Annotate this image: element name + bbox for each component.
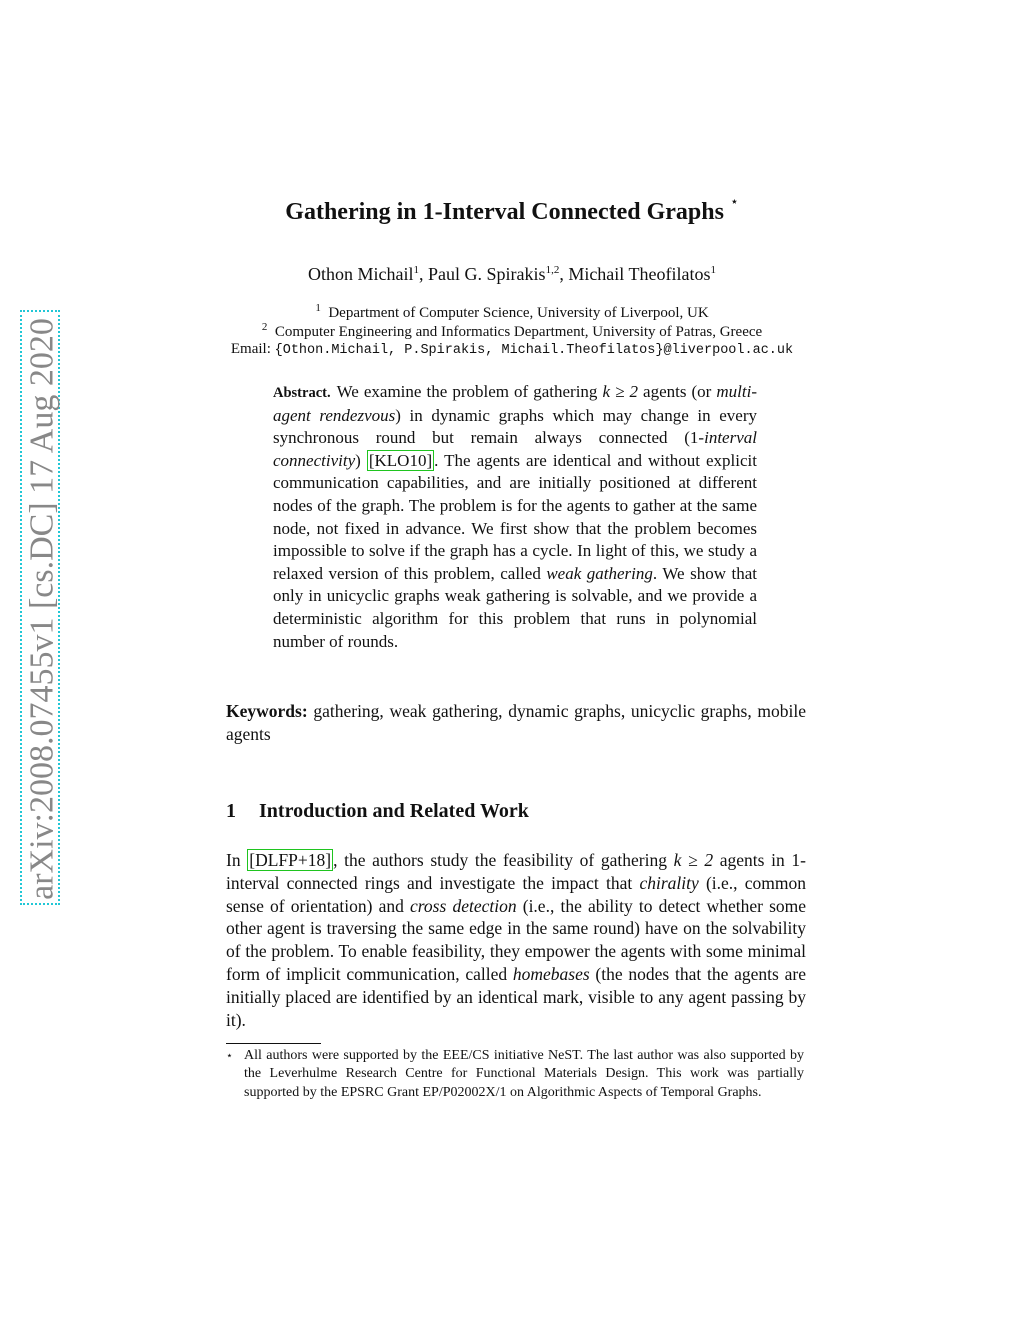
email-line bbox=[0, 341, 1024, 358]
abstract-label: Abstract. bbox=[273, 385, 331, 401]
emphasis: cross detection bbox=[410, 895, 517, 916]
emphasis: weak gathering bbox=[546, 563, 653, 583]
keywords bbox=[226, 700, 806, 746]
math-expression: k ≥ 2 bbox=[673, 850, 714, 870]
body-text: (the nodes that the agents are initially placed are identified by an identical mark, visible to any agent passing by it). bbox=[226, 963, 806, 1030]
footnote bbox=[226, 1047, 806, 1102]
title-text: Gathering in 1-Interval Connected Graphs bbox=[285, 199, 724, 225]
author-list: Othon Michail$^1$, Paul G. Spirakis$^{1,2}$, Michail Theofilatos$^1$ bbox=[308, 264, 716, 284]
keywords-label: Keywords: bbox=[226, 701, 308, 721]
body-text: , the authors study the feasibility of gathering bbox=[333, 850, 674, 870]
paper-title bbox=[0, 195, 1024, 226]
abstract-text: agents (or bbox=[637, 382, 717, 401]
body-text: (i.e., the ability to detect whether some other agent is traversing the same edge in the same round) have on the solvability of the problem. To enable feasibility, they empower the agents with some minimal form of implicit communication, called bbox=[226, 895, 807, 984]
author-affiliation-mark: 1 bbox=[710, 264, 716, 276]
email-addresses[interactable]: {Othon.Michail, P.Spirakis, Michail.Theofilatos}@liverpool.ac.uk bbox=[274, 343, 794, 358]
arxiv-side-stamp[interactable] bbox=[20, 310, 60, 905]
affiliation-mark: 2 bbox=[261, 321, 268, 333]
emphasis: homebases bbox=[512, 963, 590, 984]
affiliation-text: Department of Computer Science, University of Liverpool, UK bbox=[328, 305, 709, 321]
abstract bbox=[273, 381, 757, 653]
footnote-mark: ⋆ bbox=[226, 1050, 233, 1062]
section-heading bbox=[226, 800, 529, 823]
affiliation-mark: 1 bbox=[315, 302, 321, 314]
emphasis: interval connectivity bbox=[273, 428, 757, 470]
author-name: Michail Theofilatos bbox=[568, 264, 711, 284]
math-expression: k ≥ 2 bbox=[602, 382, 638, 401]
emphasis: chirality bbox=[639, 872, 699, 893]
keywords-text: gathering, weak gathering, dynamic graphs, unicyclic graphs, mobile agents bbox=[226, 701, 806, 744]
section-title: Introduction and Related Work bbox=[259, 800, 529, 822]
author-name: Paul G. Spirakis bbox=[428, 264, 546, 284]
footnote-text: All authors were supported by the EEE/CS initiative NeST. The last author was also supported by the Leverhulme Research Centre for Functional Materials Design. This work was partially supported by the EPSRC Grant EP/P02002X/1 on Algorithmic Aspects of Temporal Graphs. bbox=[244, 1048, 804, 1100]
title-footnote-mark: ⋆ bbox=[729, 195, 739, 210]
abstract-text: . We show that only in unicyclic graphs weak gathering is solvable, and we provide a deterministic algorithm for this problem that runs in polynomial number of rounds. bbox=[273, 563, 757, 651]
citation-link[interactable]: [DLFP+18] bbox=[249, 850, 332, 870]
author-affiliation-mark: 1 bbox=[413, 264, 420, 276]
affiliation-1 bbox=[0, 302, 1024, 322]
body-text: agents in 1-interval connected rings and investigate the impact that bbox=[226, 850, 807, 893]
affiliation-2 bbox=[0, 321, 1024, 341]
arxiv-stamp-text: arXiv:2008.07455v1 [cs.DC] 17 Aug 2020 bbox=[23, 318, 61, 900]
footnote-divider bbox=[226, 1043, 321, 1044]
author-affiliation-mark: 1,2 bbox=[545, 264, 560, 276]
abstract-text: We examine the problem of gathering bbox=[336, 382, 603, 401]
section-number: 1 bbox=[226, 800, 236, 822]
emphasis: multi-agent rendezvous bbox=[273, 382, 757, 425]
intro-paragraph bbox=[226, 849, 806, 1031]
author-name: Othon Michail bbox=[308, 264, 414, 284]
abstract-text: . The agents are identical and without explicit communication capabilities, and are initially positioned at different nodes of the graph. The problem is for the agents to gather at the same node, not fixed in advance. We first show that the problem becomes impossible to solve if the graph has a cycle. In light of this, we study a relaxed version of this problem, called bbox=[273, 450, 757, 583]
affiliation-text: Computer Engineering and Informatics Department, University of Patras, Greece bbox=[274, 324, 763, 340]
abstract-text: ) in dynamic graphs which may change in every synchronous round but remain always connected (1- bbox=[273, 405, 758, 448]
email-label: Email: bbox=[230, 341, 271, 357]
body-text: (i.e., common sense of orientation) and bbox=[226, 872, 806, 916]
body-text: In bbox=[226, 850, 248, 870]
citation-link[interactable]: [KLO10] bbox=[368, 450, 433, 470]
abstract-text: ) bbox=[355, 450, 367, 470]
